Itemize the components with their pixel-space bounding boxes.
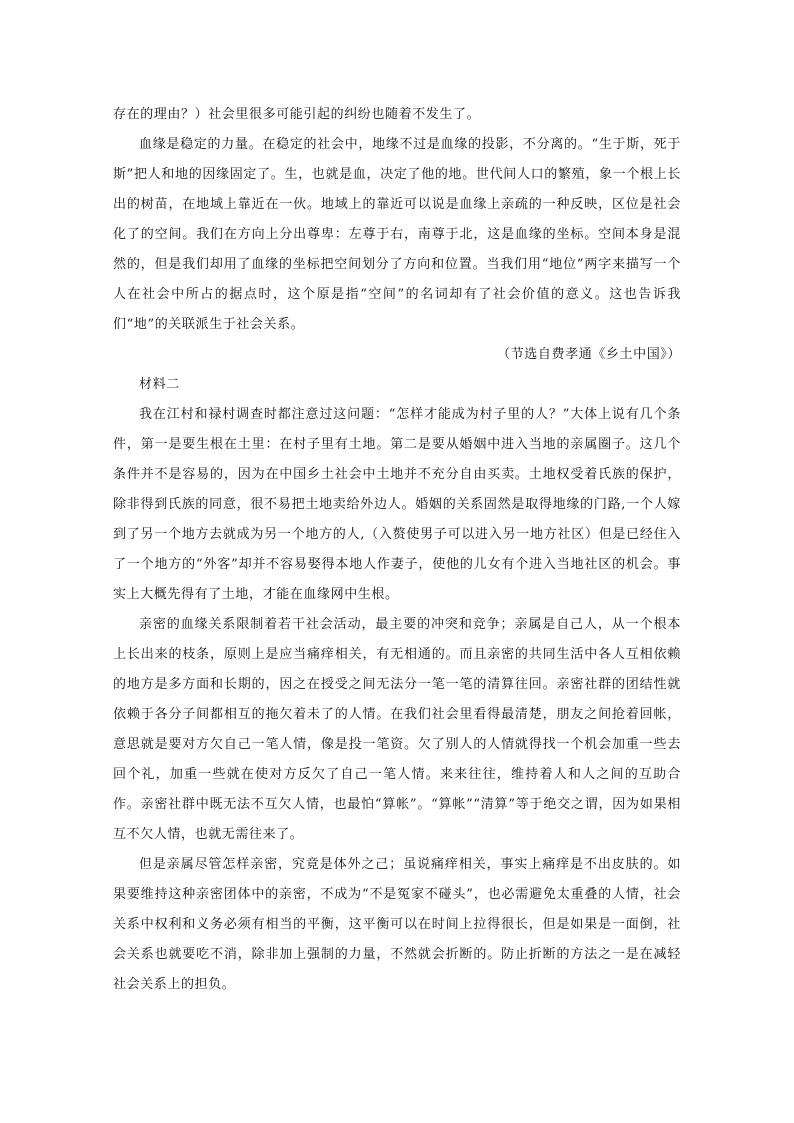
- document-body: [113, 100, 681, 1000]
- paragraph-village-membership: 我在江村和禄村调查时都注意过这问题：“怎样才能成为村子里的人？”大体上说有几个条件，第一是要生根在土里：在村子里有土地。第二是要从婚姻中进入当地的亲属圈子。这几个条件并不是容易的，因为在中国乡土社会中土地并不充分自由买卖。土地权受着氏族的保护，除非得到氏族的同意，很不易把土地卖给外边人。婚姻的关系固然是取得地缘的门路,一个人嫁到了另一个地方去就成为另一个地方的人,（入赘使男子可以进入另一地方社区）但是已经住入了一个地方的“外客”却并不容易娶得本地人作妻子，使他的儿女有个进入当地社区的机会。事实上大概先得有了土地，才能在血缘网中生根。: [113, 407, 681, 602]
- source-citation: （节选自费孝通《乡土中国》）: [497, 347, 681, 362]
- paragraph-kinship-limits: 亲密的血缘关系限制着若干社会活动，最主要的冲突和竞争；亲属是自己人，从一个根本上长出来的枝条，原则上是应当痛痒相关，有无相通的。而且亲密的共同生活中各人互相依赖的地方是多方面和长期的，因之在授受之间无法分一笔一笔的清算往回。亲密社群的团结性就依赖于各分子间都相互的拖欠着未了的人情。在我们社会里看得最清楚，朋友之间抢着回帐，意思就是要对方欠自己一笔人情，像是投一笔资。欠了别人的人情就得找一个机会加重一些去回个礼，加重一些就在使对方反欠了自己一笔人情。来来往往，维持着人和人之间的互助合作。亲密社群中既无法不互欠人情，也最怕“算帐”。“算帐”“清算”等于绝交之谓，因为如果相互不欠人情，也就无需往来了。: [113, 617, 681, 842]
- material-two-label: 材料二: [139, 377, 180, 392]
- paragraph-kinship-balance: 但是亲属尽管怎样亲密，究竟是体外之己；虽说痛痒相关，事实上痛痒是不出皮肤的。如果要维持这种亲密团体中的亲密，不成为“不是冤家不碰头”，也必需避免太重叠的人情，社会关系中权利和义务必须有相当的平衡，这平衡可以在时间上拉得很长，但是如果是一面倒，社会关系也就要吃不消，除非加上强制的力量，不然就会折断的。防止折断的方法之一是在减轻社会关系上的担负。: [113, 857, 681, 992]
- paragraph-blood-ties-stability: 血缘是稳定的力量。在稳定的社会中，地缘不过是血缘的投影，不分离的。“生于斯，死于斯”把人和地的因缘固定了。生，也就是血，决定了他的地。世代间人口的繁殖，象一个根上长出的树苗，在地域上靠近在一伙。地域上的靠近可以说是血缘上亲疏的一种反映，区位是社会化了的空间。我们在方向上分出尊卑：左尊于右，南尊于北，这是血缘的坐标。空间本身是混然的，但是我们却用了血缘的坐标把空间划分了方向和位置。当我们用“地位”两字来描写一个人在社会中所占的据点时，这个原是指“空间”的名词却有了社会价值的意义。这也告诉我们“地”的关联派生于社会关系。: [113, 137, 681, 332]
- paragraph-continued: 存在的理由？）社会里很多可能引起的纠纷也随着不发生了。: [113, 107, 481, 122]
